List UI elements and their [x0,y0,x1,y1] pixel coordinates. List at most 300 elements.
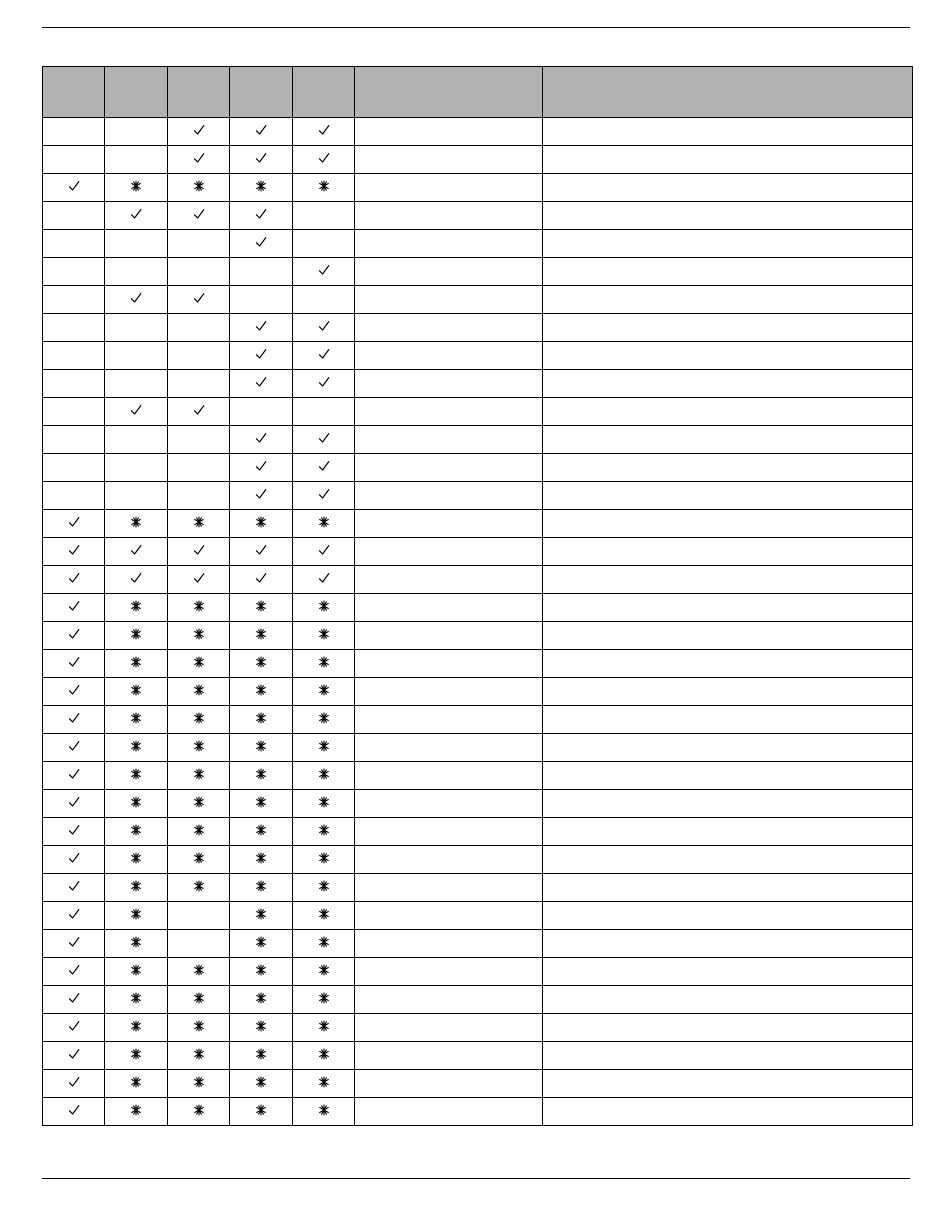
table-cell [355,706,543,734]
table-cell [105,454,168,482]
table-cell [355,762,543,790]
table-cell [230,1098,293,1126]
table-cell [543,622,913,650]
table-cell [355,342,543,370]
table-cell [43,902,105,930]
table-cell [43,174,105,202]
check-icon [67,571,81,585]
table-cell [293,426,355,454]
check-icon [192,403,206,417]
check-icon [317,319,331,333]
feature-matrix-table [42,66,913,1126]
table-cell [43,118,105,146]
table-cell [355,398,543,426]
table-cell [355,1042,543,1070]
table-cell [43,566,105,594]
asterisk-icon [254,1075,268,1089]
table-body [43,118,913,1126]
table-cell [43,1042,105,1070]
table-cell [105,118,168,146]
table-cell [543,482,913,510]
table-cell [293,846,355,874]
table-cell [543,958,913,986]
table-cell [543,426,913,454]
table-cell [355,370,543,398]
table-cell [543,286,913,314]
table-cell [355,202,543,230]
asterisk-icon [317,711,331,725]
table-cell [355,986,543,1014]
asterisk-icon [254,599,268,613]
table-cell [355,174,543,202]
table-cell [543,538,913,566]
table-cell [355,790,543,818]
table-cell [43,398,105,426]
check-icon [254,123,268,137]
asterisk-icon [129,711,143,725]
asterisk-icon [129,683,143,697]
table-row [43,538,913,566]
table-cell [168,314,230,342]
table-cell [543,1070,913,1098]
asterisk-icon [317,515,331,529]
asterisk-icon [254,1103,268,1117]
table-cell [105,538,168,566]
asterisk-icon [254,179,268,193]
table-cell [293,874,355,902]
table-cell [543,1098,913,1126]
table-cell [105,874,168,902]
check-icon [254,207,268,221]
asterisk-icon [317,599,331,613]
table-cell [105,930,168,958]
header-cell-2 [105,67,168,118]
asterisk-icon [129,655,143,669]
table-cell [105,1070,168,1098]
table-cell [293,1098,355,1126]
table-cell [230,538,293,566]
table-row [43,370,913,398]
table-row [43,566,913,594]
table-cell [230,426,293,454]
header-cell-5 [293,67,355,118]
check-icon [254,431,268,445]
table-cell [168,930,230,958]
table-cell [543,230,913,258]
table-row [43,1042,913,1070]
table-cell [105,202,168,230]
table-cell [168,986,230,1014]
table-cell [293,510,355,538]
table-cell [355,622,543,650]
table-cell [355,958,543,986]
table-cell [105,566,168,594]
table-cell [293,902,355,930]
header-cell-7 [543,67,913,118]
asterisk-icon [129,627,143,641]
table-row [43,118,913,146]
check-icon [67,599,81,613]
check-icon [254,487,268,501]
table-cell [293,1014,355,1042]
check-icon [317,431,331,445]
table-row [43,286,913,314]
asterisk-icon [317,1019,331,1033]
table-cell [168,426,230,454]
asterisk-icon [317,1047,331,1061]
table-cell [168,538,230,566]
table-row [43,734,913,762]
asterisk-icon [192,599,206,613]
check-icon [129,207,143,221]
check-icon [67,711,81,725]
table-cell [168,706,230,734]
check-icon [67,739,81,753]
table-cell [230,650,293,678]
asterisk-icon [129,515,143,529]
table-cell [105,1098,168,1126]
asterisk-icon [129,1103,143,1117]
table-cell [168,118,230,146]
check-icon [317,151,331,165]
header-cell-1 [43,67,105,118]
table-cell [168,510,230,538]
asterisk-icon [317,907,331,921]
table-cell [168,286,230,314]
footer-rule [42,1178,910,1179]
table-cell [543,650,913,678]
check-icon [67,1019,81,1033]
check-icon [254,347,268,361]
table-cell [43,146,105,174]
asterisk-icon [192,991,206,1005]
table-cell [105,846,168,874]
table-cell [543,930,913,958]
table-cell [43,370,105,398]
table-row [43,902,913,930]
table-row [43,762,913,790]
table-cell [168,482,230,510]
table-cell [168,874,230,902]
table-cell [168,566,230,594]
table-cell [230,510,293,538]
table-cell [105,230,168,258]
table-cell [105,762,168,790]
table-cell [293,230,355,258]
table-cell [293,342,355,370]
table-cell [293,482,355,510]
asterisk-icon [192,655,206,669]
table-cell [355,286,543,314]
table-cell [43,538,105,566]
table-cell [293,706,355,734]
check-icon [67,795,81,809]
header-rule [42,27,910,28]
check-icon [317,123,331,137]
table-cell [105,594,168,622]
table-cell [168,202,230,230]
asterisk-icon [129,599,143,613]
table-cell [43,314,105,342]
check-icon [67,515,81,529]
check-icon [254,543,268,557]
table-cell [230,1014,293,1042]
table-row [43,650,913,678]
table-cell [105,426,168,454]
table-cell [230,734,293,762]
check-icon [254,319,268,333]
check-icon [254,235,268,249]
table-row [43,706,913,734]
table-row [43,314,913,342]
check-icon [192,543,206,557]
table-cell [293,734,355,762]
check-icon [254,459,268,473]
table-cell [105,650,168,678]
asterisk-icon [317,179,331,193]
table-row [43,174,913,202]
asterisk-icon [192,795,206,809]
asterisk-icon [317,963,331,977]
asterisk-icon [192,823,206,837]
table-cell [230,454,293,482]
table-cell [543,454,913,482]
table-cell [105,258,168,286]
asterisk-icon [317,627,331,641]
asterisk-icon [254,879,268,893]
table-cell [105,482,168,510]
table-row [43,510,913,538]
table-cell [543,734,913,762]
table-cell [230,762,293,790]
header-row [43,67,913,118]
table-cell [543,594,913,622]
table-cell [543,314,913,342]
table-cell [168,174,230,202]
table-cell [168,846,230,874]
table-cell [355,510,543,538]
table-cell [293,650,355,678]
asterisk-icon [317,795,331,809]
check-icon [317,375,331,389]
table-cell [355,454,543,482]
table-cell [230,958,293,986]
check-icon [317,487,331,501]
asterisk-icon [129,1075,143,1089]
table-cell [230,314,293,342]
table-cell [293,174,355,202]
table-cell [43,594,105,622]
asterisk-icon [129,907,143,921]
asterisk-icon [192,851,206,865]
asterisk-icon [254,963,268,977]
table-cell [43,986,105,1014]
table-cell [293,930,355,958]
table-cell [43,874,105,902]
table-cell [230,874,293,902]
table-cell [43,930,105,958]
table-row [43,258,913,286]
asterisk-icon [317,739,331,753]
table-cell [168,818,230,846]
table-row [43,846,913,874]
table-cell [293,790,355,818]
asterisk-icon [254,627,268,641]
table-cell [43,1070,105,1098]
table-cell [543,370,913,398]
check-icon [67,991,81,1005]
table-cell [168,1014,230,1042]
table-cell [543,986,913,1014]
table-cell [355,1098,543,1126]
asterisk-icon [129,879,143,893]
check-icon [192,123,206,137]
check-icon [129,403,143,417]
table-row [43,790,913,818]
table-cell [105,146,168,174]
check-icon [67,851,81,865]
table-cell [293,398,355,426]
table-cell [230,230,293,258]
asterisk-icon [254,739,268,753]
table-cell [355,118,543,146]
table-cell [168,790,230,818]
table-cell [43,1014,105,1042]
table-cell [543,1042,913,1070]
asterisk-icon [192,879,206,893]
table-row [43,958,913,986]
asterisk-icon [192,627,206,641]
asterisk-icon [317,1103,331,1117]
table-cell [543,146,913,174]
asterisk-icon [317,879,331,893]
table-cell [355,818,543,846]
table-cell [43,258,105,286]
table-cell [168,342,230,370]
table-cell [168,1042,230,1070]
asterisk-icon [254,767,268,781]
table-row [43,986,913,1014]
table-cell [43,342,105,370]
table-cell [543,510,913,538]
check-icon [317,347,331,361]
check-icon [67,1047,81,1061]
table-cell [168,958,230,986]
table-cell [43,678,105,706]
table-cell [355,678,543,706]
asterisk-icon [317,823,331,837]
asterisk-icon [192,1075,206,1089]
table-cell [355,426,543,454]
table-cell [43,426,105,454]
asterisk-icon [192,179,206,193]
table-cell [168,1098,230,1126]
table-cell [355,734,543,762]
table-cell [168,454,230,482]
table-row [43,622,913,650]
table-cell [543,202,913,230]
table-cell [168,902,230,930]
table-row [43,874,913,902]
check-icon [317,571,331,585]
table-cell [168,678,230,706]
asterisk-icon [129,963,143,977]
table-cell [230,930,293,958]
asterisk-icon [192,515,206,529]
table-cell [543,818,913,846]
table-header [43,67,913,118]
asterisk-icon [317,851,331,865]
table-cell [105,790,168,818]
table-cell [230,818,293,846]
table-cell [43,846,105,874]
table-row [43,678,913,706]
table-row [43,1098,913,1126]
table-cell [230,1070,293,1098]
table-cell [230,1042,293,1070]
table-cell [230,370,293,398]
table-cell [230,118,293,146]
table-row [43,594,913,622]
table-cell [105,286,168,314]
asterisk-icon [254,991,268,1005]
table-cell [293,1070,355,1098]
table-cell [230,790,293,818]
table-cell [43,818,105,846]
table-row [43,818,913,846]
table-cell [105,314,168,342]
check-icon [67,683,81,697]
check-icon [317,459,331,473]
table-cell [230,258,293,286]
table-cell [355,902,543,930]
table-cell [43,734,105,762]
asterisk-icon [129,179,143,193]
asterisk-icon [317,935,331,949]
table-cell [293,594,355,622]
table-cell [355,146,543,174]
table-row [43,930,913,958]
asterisk-icon [317,991,331,1005]
table-cell [230,706,293,734]
check-icon [67,879,81,893]
table-cell [293,1042,355,1070]
check-icon [254,571,268,585]
asterisk-icon [129,991,143,1005]
table-cell [230,902,293,930]
table-cell [355,482,543,510]
asterisk-icon [254,515,268,529]
asterisk-icon [254,683,268,697]
asterisk-icon [254,935,268,949]
table-cell [293,566,355,594]
table-cell [168,258,230,286]
table-cell [43,650,105,678]
table-cell [105,1042,168,1070]
table-cell [230,146,293,174]
table-cell [105,986,168,1014]
check-icon [192,151,206,165]
asterisk-icon [254,823,268,837]
table-cell [105,174,168,202]
table-cell [293,762,355,790]
table-cell [105,370,168,398]
asterisk-icon [129,1047,143,1061]
table-cell [168,370,230,398]
table-cell [355,258,543,286]
asterisk-icon [192,1103,206,1117]
table-cell [293,118,355,146]
